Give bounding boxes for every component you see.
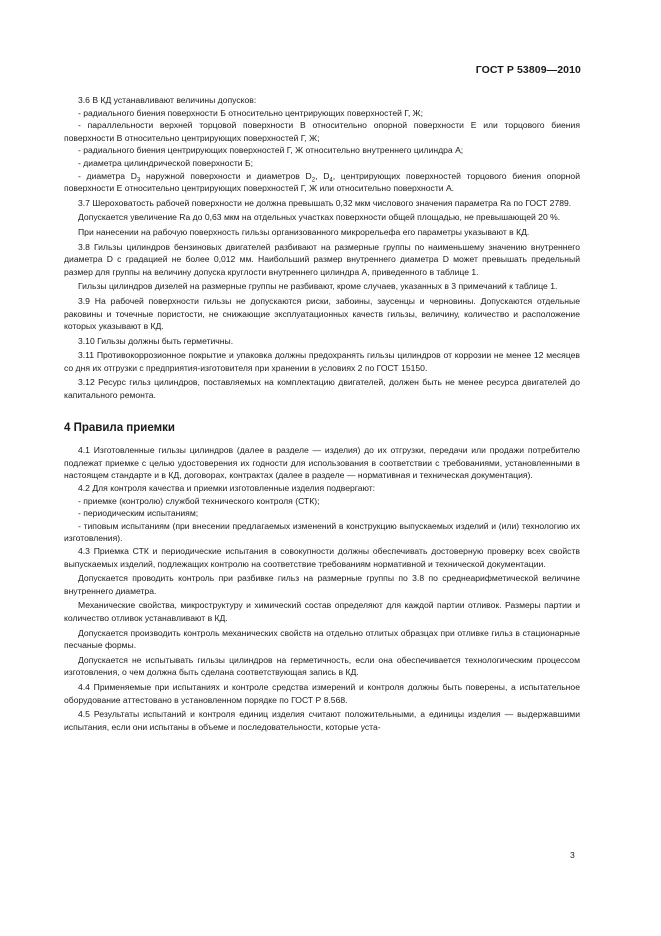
paragraph: Гильзы цилиндров дизелей на размерные группы не разбивают, кроме случаев, указанных в 3 примечаний к таблице 1. xyxy=(78,281,558,292)
text-run: , центрирующих поверхностей торцового биения опорной поверхности Е относительно центрирующих поверхностей Г, Ж или относительно поверхности А. xyxy=(64,170,581,194)
section-heading: 4 Правила приемки xyxy=(64,421,175,434)
list-item: - приемке (контролю) службой технического контроля (СТК); xyxy=(78,495,320,506)
text-run: наружной поверхности и диаметров D xyxy=(140,170,312,181)
paragraph: Механические свойства, микроструктуру и химический состав определяют для каждой партии отливок. Размеры партии и количество отливок устанавливают в КД. xyxy=(64,600,580,623)
list-item xyxy=(64,170,580,195)
list-item: - радиального биения центрирующих поверхностей Г, Ж относительно внутреннего цилиндра А; xyxy=(78,145,464,156)
paragraph-3-10: 3.10 Гильзы должны быть герметичны. xyxy=(78,335,234,346)
paragraph-3-11: 3.11 Противокоррозионное покрытие и упаковка должны предохранять гильзы цилиндров от коррозии не менее 12 месяцев со дня их отгрузки с предприятия-изготовителя при хранении в условиях 2 по ГОСТ 15150. xyxy=(64,350,580,373)
list-item: - диаметра цилиндрической поверхности Б; xyxy=(78,157,254,168)
list-item: - параллельности верхней торцовой поверхности В относительно опорной поверхности Е или торцового биения поверхности В относительно центрирующих поверхностей Г, Ж; xyxy=(64,120,580,143)
standard-number: ГОСТ Р 53809—2010 xyxy=(475,64,581,76)
text-run: , D xyxy=(315,170,330,181)
paragraph-4-3: 4.3 Приемка СТК и периодические испытания в совокупности должны обеспечивать достоверную проверку всех свойств выпускаемых изделий, подлежащих контролю на соответствие требованиям нормативной и технической документации. xyxy=(64,546,580,569)
page-number: 3 xyxy=(570,850,575,860)
paragraph: При нанесении на рабочую поверхность гильзы организованного микрорельефа его параметры указывают в КД. xyxy=(78,226,530,237)
list-item: - типовым испытаниям (при внесении предлагаемых изменений в конструкцию выпускаемых изделий и (или) технологию их изготовления). xyxy=(64,520,580,544)
paragraph-3-9: 3.9 На рабочей поверхности гильзы не допускаются риски, забоины, заусенцы и черновины. Допускаются отдельные раковины и точечные пористости, не снижающие эксплуатационных качеств гильзы, величину, количество и расположение которых указывают в КД. xyxy=(64,295,580,332)
subscript: 2 xyxy=(311,177,316,184)
text-run: - диаметра D xyxy=(78,170,137,181)
list-item: - периодическим испытаниям; xyxy=(78,508,199,519)
paragraph: Допускается производить контроль механических свойств на отдельно отлитых образцах при отливке гильз в стационарные песчаные формы. xyxy=(64,627,580,651)
paragraph-4-5: 4.5 Результаты испытаний и контроля единиц изделия считают положительными, а единицы изделия — выдержавшими испытания, если они испытаны в объеме и последовательности, которые уста- xyxy=(64,709,580,732)
paragraph-3-6: 3.6 В КД устанавливают величины допусков: xyxy=(78,95,257,105)
document-body xyxy=(64,94,580,733)
subscript: 3 xyxy=(136,177,141,184)
paragraph-4-1: 4.1 Изготовленные гильзы цилиндров (далее в разделе — изделия) до их отгрузки, передачи или продажи потребителю подлежат приемке с целью удостоверения их годности для использования в соответствии с требованиями, установленными в настоящем стандарте и в КД, договорах, контрактах (далее в разделе — нормативная и техническая документация). xyxy=(64,445,580,481)
paragraph-4-2: 4.2 Для контроля качества и приемки изготовленные изделия подвергают: xyxy=(78,483,376,494)
paragraph-4-4: 4.4 Применяемые при испытаниях и контроле средства измерений и контроля должны быть поверены, а испытательное оборудование аттестовано в установленном порядке по ГОСТ Р 8.568. xyxy=(64,681,580,705)
paragraph: Допускается увеличение Ra до 0,63 мкм на отдельных участках поверхности общей площадью, не превышающей 20 %. xyxy=(78,212,561,223)
paragraph-3-8: 3.8 Гильзы цилиндров бензиновых двигателей разбивают на размерные группы по наименьшему значению внутреннего диаметра D с градацией не более 0,012 мм. Наибольший размер внутреннего диаметра D может превышать предельный размер для группы на величину допуска круглости внутреннего цилиндра А, приведенного в таблице 1. xyxy=(64,241,580,277)
paragraph-3-12: 3.12 Ресурс гильз цилиндров, поставляемых на комплектацию двигателей, должен быть не менее ресурса двигателей до капитального ремонта. xyxy=(64,377,580,401)
list-item: - радиального биения поверхности Б относительно центрирующих поверхностей Г, Ж; xyxy=(78,107,423,118)
paragraph: Допускается проводить контроль при разбивке гильз на размерные группы по 3.8 по среднеарифметической величине внутреннего диаметра. xyxy=(64,573,580,596)
paragraph-3-7: 3.7 Шероховатость рабочей поверхности не должна превышать 0,32 мкм числового значения параметра Ra по ГОСТ 2789. xyxy=(78,197,572,208)
paragraph: Допускается не испытывать гильзы цилиндров на герметичность, если она обеспечивается технологическим процессом изготовления, о чем должна быть сделана соответствующая запись в КД. xyxy=(64,654,580,678)
subscript: 4 xyxy=(329,177,333,184)
